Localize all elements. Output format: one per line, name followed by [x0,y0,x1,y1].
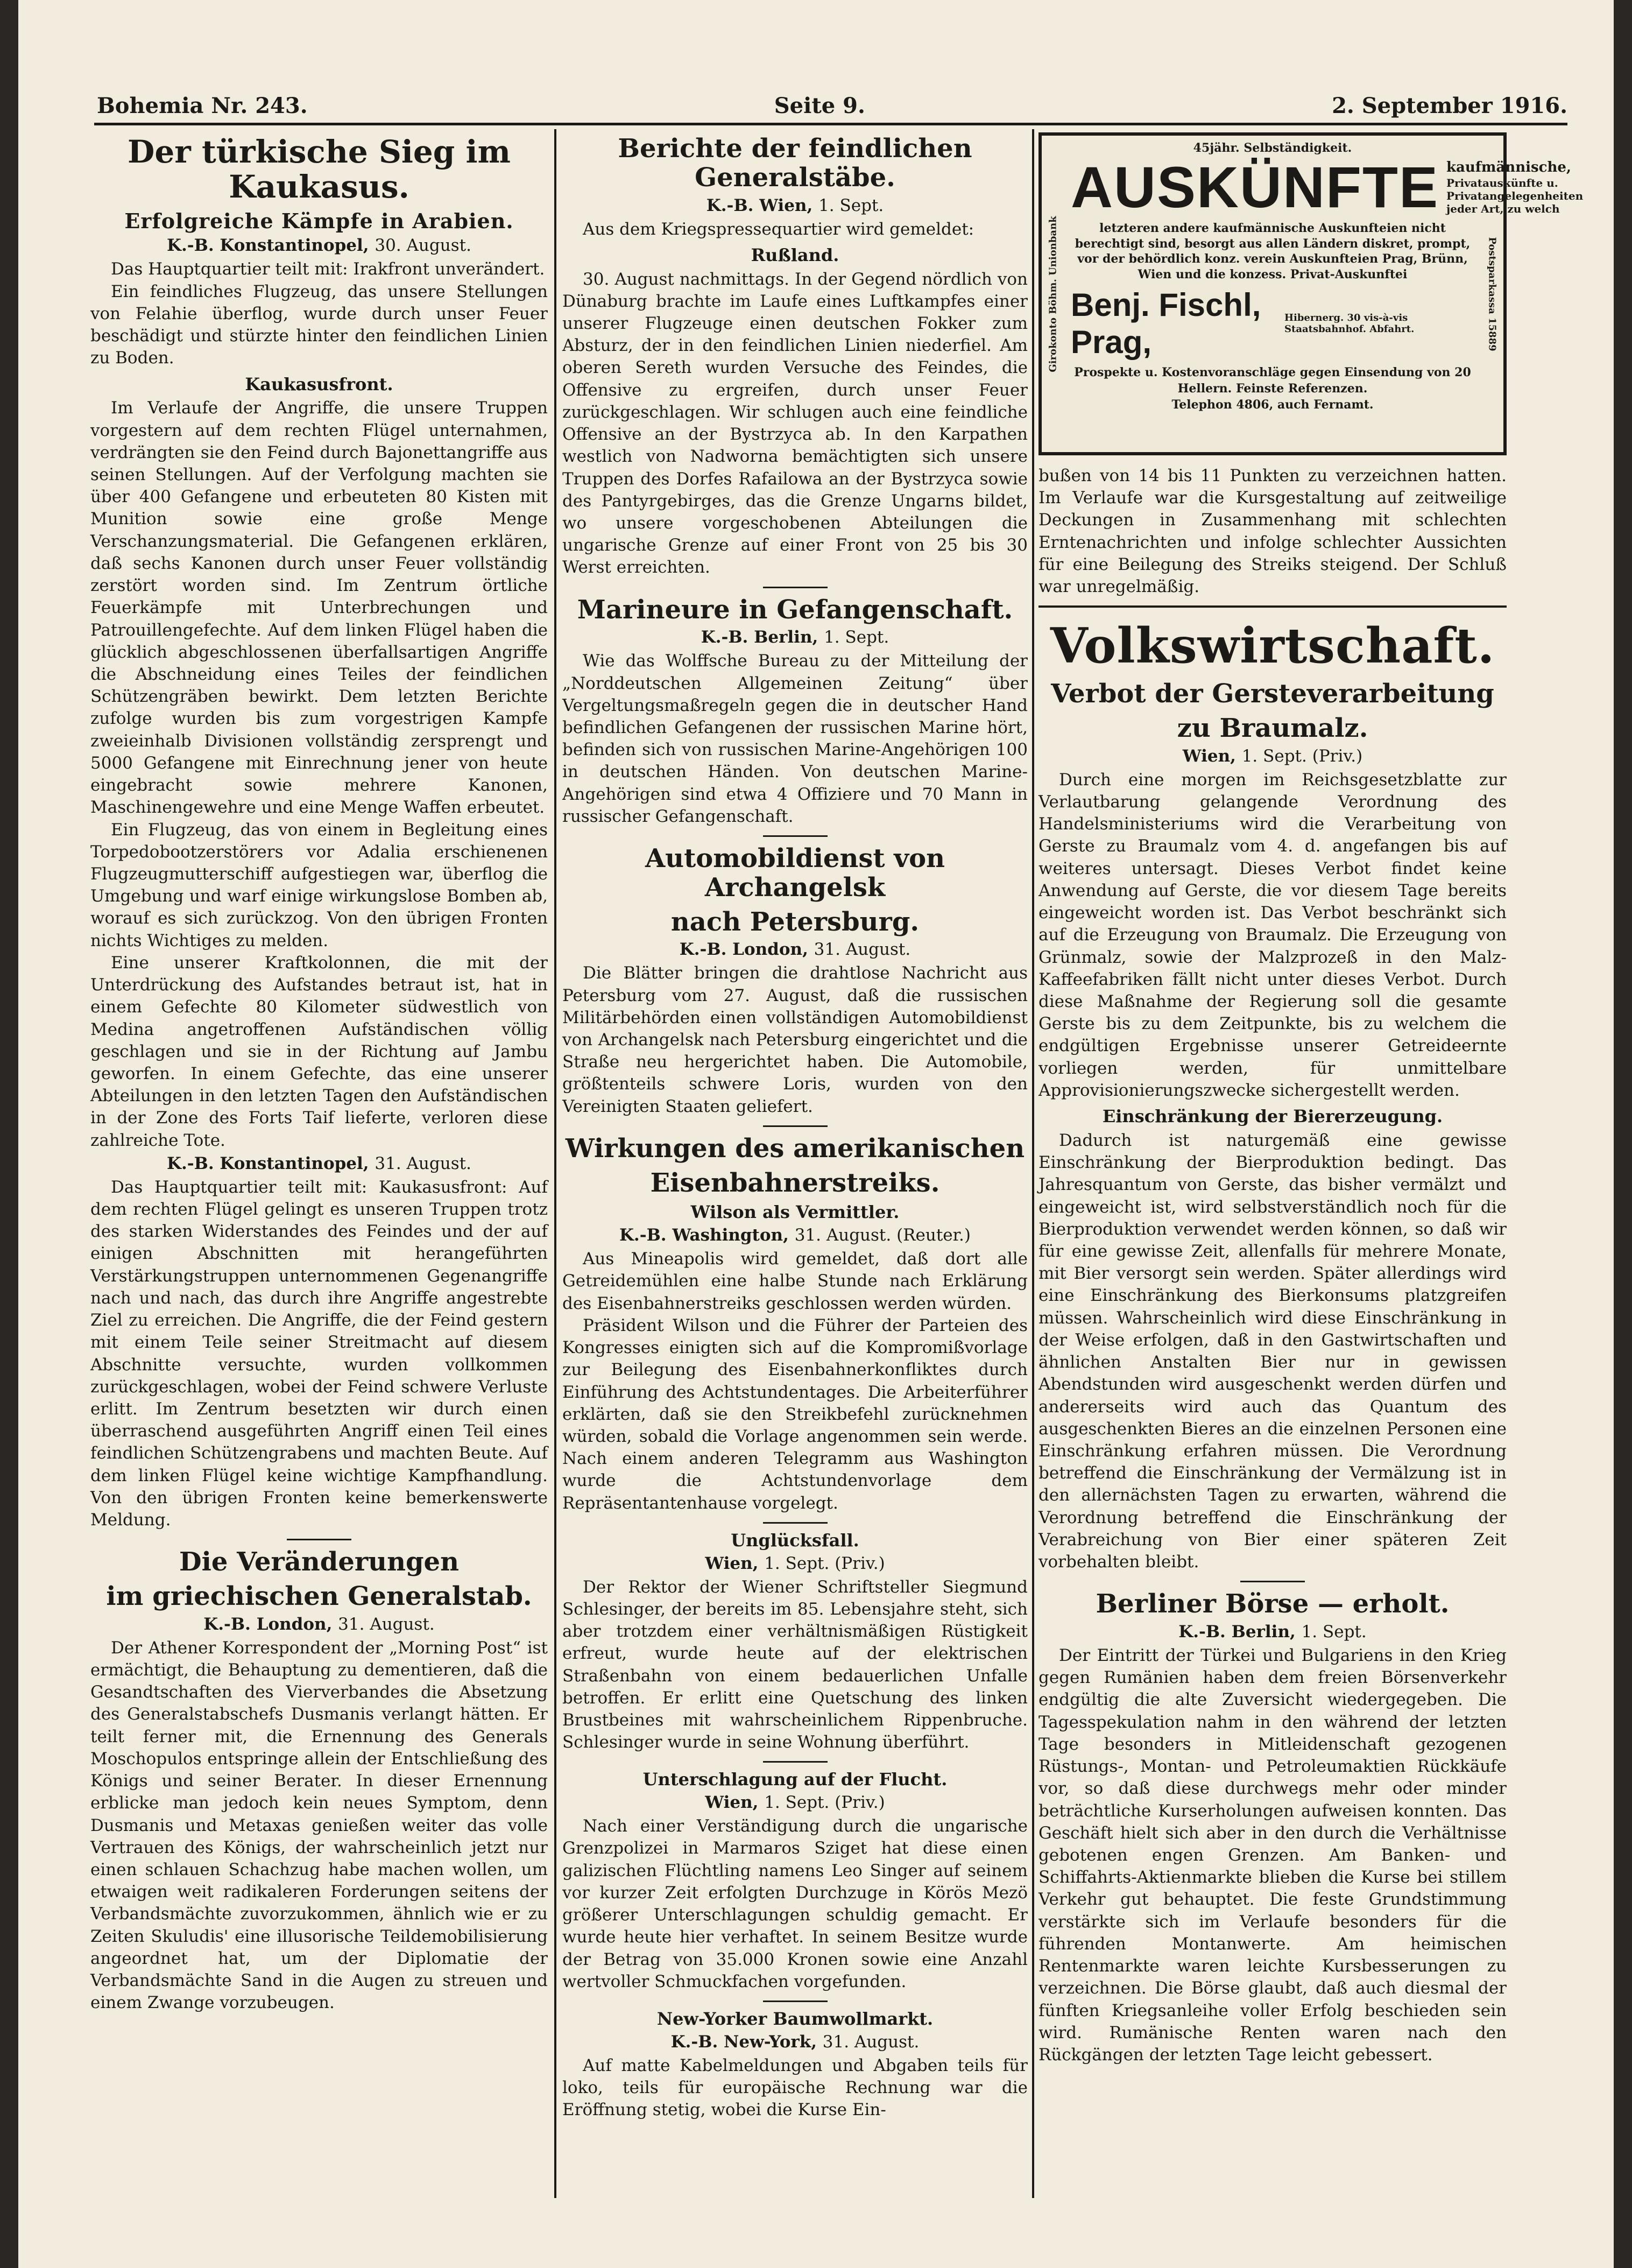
dateline-source: Wien, [705,1793,759,1813]
ad-body: letzteren andere kaufmännische Auskunfteien nicht berechtigt sind, besorgt aus allen Ländern diskret, prompt, vor der behördlich konz. verein Auskunfteien Prag, Brünn, Wien und die konzess. Privat-Auskunftei [1075,221,1471,281]
dateline [90,1615,548,1634]
headline: Marineure in Gefangenschaft. [577,594,1013,625]
headline-line-2: zu Braumalz. [1177,713,1368,744]
headline-line-1: Wirkungen des amerikanischen [565,1133,1025,1164]
dateline [90,1154,548,1173]
article-separator [1240,1581,1305,1582]
header-page-number: Seite 9. [774,93,865,118]
dateline [562,2032,1028,2052]
article-turkish-victory [90,135,548,1531]
paragraph: Im Verlaufe der Angriffe, die unsere Truppen vorgestern auf dem rechten Flügel unternahmen, verdrängten sie den Feind durch Bajonettangriffe aus seinen Stellungen. Auf der Verfolgung machten sie über 400 Gefangene und erbeuteten 80 Kisten mit Munition sowie eine große Menge Verschanzungsmaterial. Die Gefangenen erklären, daß sechs Kanonen durch unser Feuer vollständig zerstört worden sind. Im Zentrum örtliche Feuerkämpfe mit Unterbrechungen und Patrouillengefechte. Auf dem linken Flügel haben die glücklich abgeschlossenen überfallsartigen Angriffe die Abschneidung eines Teiles der feindlichen Schützengräben bewirkt. Dem letzten Berichte zufolge wurden bis zum vorgestrigen Kampfe zweieinhalb Divisionen vollständig zersprengt und 5000 Gefangene mit Einrechnung jener von heute eingebracht sowie mehrere Kanonen, Maschinengewehre und eine Menge Waffen erbeutet. [90,398,548,818]
headline-line-1: Verbot der Gersteverarbeitung [1051,679,1494,709]
dateline [562,628,1028,647]
paragraph: Dadurch ist naturgemäß eine gewisse Einschränkung der Bierproduktion bedingt. Das Jahresquantum von Gerste, das bisher vermälzt und eingeweicht ist, wird selbstverständlich noch für die Bierproduktion verwendet werden können, so daß wir für eine gewisse Zeit, allenfalls für mehrere Monate, mit Bier versorgt sein werden. Später allerdings wird eine Einschränkung des Bierkonsums platzgreifen müssen. Wahrscheinlich wird diese Einschränkung in der Weise erfolgen, daß in den Gastwirtschaften und ähnlichen Anstalten Bier nur in gewissen Abendstunden wird ausgeschenkt werden dürfen und andererseits wird auch das Quantum des ausgeschenkten Bieres an die einzelnen Personen eine Einschränkung erfahren müssen. Die Verordnung betreffend die Einschränkung der Vermälzung ist in den allernächsten Tagen zu erwarten, während die Verordnung betreffend die Einschränkung der Verabreichung von Bier einer späteren Zeit vorbehalten bleibt. [1038,1130,1507,1572]
article-separator [763,2001,828,2002]
article-barley-ban [1038,680,1507,1573]
paragraph: Präsident Wilson und die Führer der Parteien des Kongresses einigten sich auf die Kompromißvorlage zur Beilegung des Eisenbahnerkonfliktes durch Einführung des Achtstundentages. Die Arbeiterführer erklärten, daß sie den Streikbefehl zurücknehmen würden, sobald die Vorlage angenommen sein werde. Nach einem anderen Telegramm aus Washington wurde die Achtstundenvorlage dem Repräsentantenhause vorgelegt. [562,1315,1028,1513]
paragraph: Das Hauptquartier teilt mit: Kaukasusfront: Auf dem rechten Flügel gelingt es unseren Truppen trotz des starken Widerstandes des Feindes und der auf einigen Abschnitten mit herangeführten Verstärkungstruppen unternommenen Gegenangriffe nach und nach, das durch ihre Angriffe angestrebte Ziel zu erreichen. Die Angriffe, die der Feind gestern mit einem Teile seiner Streitmacht auf diesem Abschnitte versuchte, wurden vollkommen zurückgeschlagen, wobei der Feind schwere Verluste erlitt. Im Zentrum besetzten wir durch einen überraschend ausgeführten Angriff einen Teil eines feindlichen Schützengrabens und machten Beute. Auf dem linken Flügel keine wichtige Kampfhandlung. Von den übrigen Fronten keine bemerkenswerte Meldung. [90,1177,548,1530]
ad-top-line: 45jähr. Selbständigkeit. [1193,141,1352,155]
paragraph: Aus Mineapolis wird gemeldet, daß dort alle Getreidemühlen eine halbe Stunde nach Erklärung des Eisenbahnerstreiks geschlossen werden würden. [562,1249,1028,1313]
article-embezzlement [562,1770,1028,1993]
advertisement [1038,132,1584,455]
section-subhead: Einschränkung der Biererzeugung. [1102,1106,1443,1127]
headline-line-1: Die Veränderungen [179,1547,459,1577]
dateline-date: 1. Sept. [1301,1622,1367,1642]
dateline-date: 1. Sept. [818,195,884,215]
headline: Unterschlagung auf der Flucht. [642,1769,948,1790]
dateline [562,1225,1028,1245]
ad-side-right [1483,179,1501,409]
article-separator [763,1761,828,1763]
ad-bottom-line-1: Prospekte u. Kostenvoranschläge gegen Einsendung von 20 Hellern. Feinste Referenzen. [1074,365,1471,396]
paragraph: Durch eine morgen im Reichsgesetzblatte zur Verlautbarung gelangende Verordnung des Handelsministeriums wird die Verarbeitung von Gerste zu Braumalz vom 4. d. angefangen bis auf weiteres untersagt. Dieses Verbot findet keine Anwendung auf Gerste, die vor diesem Tage bereits eingeweicht worden ist. Das Verbot beschränkt sich auf die Erzeugung von Braumalz. Die Erzeugung von Grünmalz, sowie der Malzprozeß in den Malz-Kaffeefabriken fällt nicht unter dieses Verbot. Durch diese Maßnahme der Regierung soll die gesamte Gerste bis zu dem Zeitpunkte, bis zu welchem die endgültigen Ergebnisse unserer Getreideernte vorliegen werden, für unmittelbare Approvisionierungszwecke sichergestellt werden. [1038,770,1507,1100]
dateline-date: 31. August. [822,2032,920,2052]
dateline-date: 1. Sept. (Priv.) [764,1793,885,1813]
dateline-source: K.-B. London, [203,1614,333,1634]
column-3 [1038,129,1584,2198]
scan-edge-left [0,0,18,2268]
header-issue: Bohemia Nr. 243. [97,93,308,118]
dateline-source: K.-B. Berlin, [701,628,818,647]
ad-bottom-line-2: Telephon 4806, auch Fernamt. [1171,397,1374,412]
dateline-source: K.-B. Wien, [706,195,813,215]
dateline-source: K.-B. Washington, [619,1225,789,1245]
paragraph: Eine unserer Kraftkolonnen, die mit der Unterdrückung des Aufstandes betraut ist, hat in einem Gefechte 80 Kilometer südwestlich von Medina angetroffenen Aufständischen völlig geschlagen und sie in der Richtung auf Jambu geworfen. In einem Gefechte, das eine unserer Abteilungen in den letzten Tagen den Aufständischen in der Zone des Forts Taif lieferte, verloren diese zahlreiche Tote. [90,953,548,1150]
ad-firm-row [1071,286,1474,361]
dateline-source: K.-B. Konstantinopel, [167,1153,369,1173]
column-rule-2 [1032,129,1034,2198]
ad-side-right-text: Postsparkassa 15889 [1486,236,1498,351]
headline-line-2: nach Petersburg. [670,906,920,937]
paragraph: Nach einer Verständigung durch die ungarische Grenzpolizei in Marmaros Sziget hat diese einen galizischen Flüchtling namens Leo Singer auf seinem vor kurzer Zeit erfolgten Durchzuge in Körös Mezö größerer Unterschlagungen schuldig gemacht. Er wurde heute hier verhaftet. In seinem Besitze wurde der Betrag von 35.000 Kronen sowie eine Anzahl wertvoller Schmuckfachen vorgefunden. [562,1816,1028,1991]
dateline [562,1793,1028,1812]
dateline-source: K.-B. New-York, [670,2032,817,2052]
dateline-date: 31. August. [375,1153,471,1173]
dateline-source: Wien, [705,1553,759,1573]
headline-line-2: Eisenbahnerstreiks. [650,1167,940,1198]
header-rule [94,123,1567,125]
article-cotton-market [562,2010,1028,2121]
article-separator [763,1522,828,1524]
dateline [562,940,1028,959]
column-rule-1 [554,129,556,2198]
section-title: Volkswirtschaft. [1050,617,1495,675]
paragraph: Das Hauptquartier teilt mit: Irakfront unverändert. [111,259,545,279]
dateline-source: K.-B. London, [679,940,808,960]
ad-firm-name: Benj. Fischl, Prag, [1071,287,1261,361]
dateline-date: 30. August. [375,236,471,256]
headline: Berliner Börse — erholt. [1096,1589,1450,1619]
section-rule [1038,605,1507,608]
paragraph: Der Athener Korrespondent der „Morning Post“ ist ermächtigt, die Behauptung zu dementieren, daß die Gesandtschaften des Vierverbandes die Absetzung des Generalstabschefs Dusmanis verlangt hätten. Er teilt ferner mit, die Ernennung des Generals Moschopulos entspringe allein der Entschließung des Königs und seiner Berater. In dieser Ernennung erblicke man jedoch kein neues Symptom, denn Dusmanis und Metaxas genießen weiter das volle Vertrauen des Königs, der wahrscheinlich jetzt nur einen schlauen Schachzug habe machen wollen, um etwaigen weit radikaleren Forderungen seitens der Verbandsmächte zuvorzukommen, ähnlich wie er zu Zeiten Skuludis' eine illusorische Teildemobilisierung angeordnet hat, um der Diplomatie der Verbandsmächte Sand in die Augen zu streuen und einem Zwange vorzubeugen. [90,1638,548,2013]
section-subhead: Kaukasusfront. [245,374,393,395]
ad-address: Hibernerg. 30 vis-à-vis Staatsbahnhof. Abfahrt. [1284,312,1415,335]
paragraph: Aus dem Kriegspressequartier wird gemeldet: [583,219,974,239]
paragraph: 30. August nachmittags. In der Gegend nördlich von Dünaburg brachte im Laufe eines Luftkampfes einer unserer Flugzeuge einen deutschen Fokker zum Absturz, der in den feindlichen Linien niederfiel. Am oberen Sereth wurden Versuche des Feindes, die Offensive zu ergreifen, durch unser Feuer zurückgeschlagen. Wir schlugen auch eine feindliche Offensive an der Bystrzyca ab. In den Karpathen westlich von Nadworna bemächtigten sich unsere Truppen des Dorfes Rafailowa an der Bystrzyca sowie des Pantyrgebirges, das die Grenze Ungarns bildet, wo unsere vorgeschobenen Abteilungen die ungarische Grenze auf einer Front von 25 bis 30 Werst erreichten. [562,269,1028,577]
article-enemy-reports [562,135,1028,579]
subheadline: Erfolgreiche Kämpfe in Arabien. [124,208,514,233]
headline: Unglücksfall. [731,1530,859,1551]
continued-paragraph: bußen von 14 bis 11 Punkten zu verzeichnen hatten. Im Verlaufe war die Kursgestaltung auf zeitweilige Deckungen in Zusammenhang mit schlechten Erntenachrichten und infolge schlechter Aussichten für eine Beilegung des Streiks steigend. Der Schluß war unregelmäßig. [1038,466,1507,597]
subheadline: Wilson als Vermittler. [690,1202,900,1223]
article-marines-captivity [562,596,1028,828]
dateline [562,196,1028,215]
paragraph: Die Blätter bringen die drahtlose Nachricht aus Petersburg vom 27. August, daß die russischen Militärbehörden einen vollständigen Automobildienst von Archangelsk nach Petersburg eingerichtet und die Straße neu hergerichtet haben. Die Automobile, größtenteils schwere Loris, wurden von den Vereinigten Staaten geliefert. [562,963,1028,1116]
ad-right-line-1: kaufmännische, [1446,159,1571,176]
dateline-source: Wien, [1182,746,1236,766]
ad-title-side [1446,159,1583,215]
paragraph: Auf matte Kabelmeldungen und Abgaben teils für loko, teils für europäische Rechnung war die Eröffnung stetig, wobei die Kurse Ein- [562,2055,1028,2120]
headline: Der türkische Sieg im Kaukasus. [128,133,511,205]
ad-title: AUSKÜNFTE [1071,154,1439,220]
article-berlin-exchange [1038,1590,1507,2066]
column-2 [562,129,1028,2198]
dateline-date: 31. August. (Reuter.) [794,1225,971,1245]
headline: Berichte der feindlichen Generalstäbe. [618,133,972,193]
paragraph: Der Eintritt der Türkei und Bulgariens in den Krieg gegen Rumänien haben dem freien Börsenverkehr endgültig die alte Zuversicht wiedergegeben. Die Tagesspekulation nahm in den während der letzten Tage besonders in Mitleidenschaft gezogenen Rüstungs-, Montan- und Petroleumaktien Rückkäufe vor, so daß diese durchwegs mehr oder minder beträchtliche Kurserholungen aufweisen konnten. Das Geschäft hielt sich aber in den durch die Verhältnisse gebotenen engen Grenzen. Am Banken- und Schiffahrts-Aktienmarkte blieben die Kurse bei stillem Verkehr gut behauptet. Die feste Grundstimmung verstärkte sich im Verlaufe besonders für die führenden Montanwerte. Am heimischen Rentenmarkte waren leichte Kursbesserungen zu verzeichnen. Die Börse glaubt, daß auch diesmal der fünften Kriegsanleihe voller Erfolg beschieden sein wird. Rumänische Renten waren nach den Rückgängen der letzten Tage leicht gebessert. [1038,1646,1507,2065]
page-header [97,81,1567,118]
ad-title-row [1071,154,1584,220]
scan-edge-right [1614,0,1632,2268]
article-greek-general-staff [90,1548,548,2014]
dateline-source: K.-B. Berlin, [1178,1622,1296,1642]
section-subhead: Rußland. [751,244,839,265]
paragraph: Ein Flugzeug, das von einem in Begleitung eines Torpedobootzerstörers vor Adalia erschienenen Flugzeugmutterschiff aufgestiegen war, überflog die Umgebung und warf einige wirkungslose Bomben ab, worauf es sich zurückzog. Von den übrigen Fronten nichts Wichtiges zu melden. [90,820,548,950]
article-american-railway-strike [562,1135,1028,1515]
paragraph: Der Rektor der Wiener Schriftsteller Siegmund Schlesinger, der bereits im 85. Lebensjahre steht, sich aber trotzdem einer verhältnismäßigen Rüstigkeit erfreut, wurde heute auf der elektrischen Straßenbahn von einem bedauerlichen Unfalle betroffen. Er erlitt eine Quetschung des linken Brustbeines mit wahrscheinlichem Rippenbruche. Schlesinger wurde in seine Wohnung überführt. [562,1577,1028,1752]
article-separator [763,1125,828,1127]
article-separator [763,835,828,837]
article-accident [562,1531,1028,1754]
paragraph: Ein feindliches Flugzeug, das unsere Stellungen von Felahie überflog, wurde durch unser Feuer beschädigt und stürzte hinter den feindlichen Linien zu Boden. [90,281,548,368]
headline-line-2: im griechischen Generalstab. [106,1581,532,1612]
dateline [1038,746,1507,766]
ad-side-left [1044,179,1062,409]
dateline-date: 1. Sept. (Priv.) [1241,746,1363,766]
ad-right-line-2: Privatauskünfte u. Privatangelegenheiten jeder Art, zu welch [1446,176,1584,215]
dateline-date: 1. Sept. [824,628,889,647]
article-archangelsk-automobile [562,844,1028,1118]
dateline [90,236,548,255]
ad-side-left-text: Girokonto Böhm. Unionbank [1047,215,1059,372]
article-separator [287,1539,351,1540]
ad-bottom [1049,365,1496,413]
header-date: 2. September 1916. [1332,93,1567,118]
headline: New-Yorker Baumwollmarkt. [656,2009,934,2029]
article-separator [763,587,828,588]
dateline [562,1554,1028,1573]
dateline-date: 31. August. [814,940,911,960]
dateline [1038,1622,1507,1642]
dateline-date: 1. Sept. (Priv.) [764,1553,885,1573]
dateline-date: 31. August. [338,1614,435,1634]
dateline-source: K.-B. Konstantinopel, [167,236,369,256]
column-1 [90,129,548,2198]
paragraph: Wie das Wolffsche Bureau zu der Mitteilung der „Norddeutschen Allgemeinen Zeitung“ über Vergeltungsmaßregeln gegen die in deutscher Hand befindlichen Gefangenen der russischen Marine hört, befinden sich von russischen Marine-Angehörigen 100 in deutschen Händen. Von deutschen Marine-Angehörigen sind etwa 4 Offiziere und 70 Mann in russischer Gefangenschaft. [562,651,1028,826]
headline-line-1: Automobildienst von Archangelsk [645,843,945,903]
